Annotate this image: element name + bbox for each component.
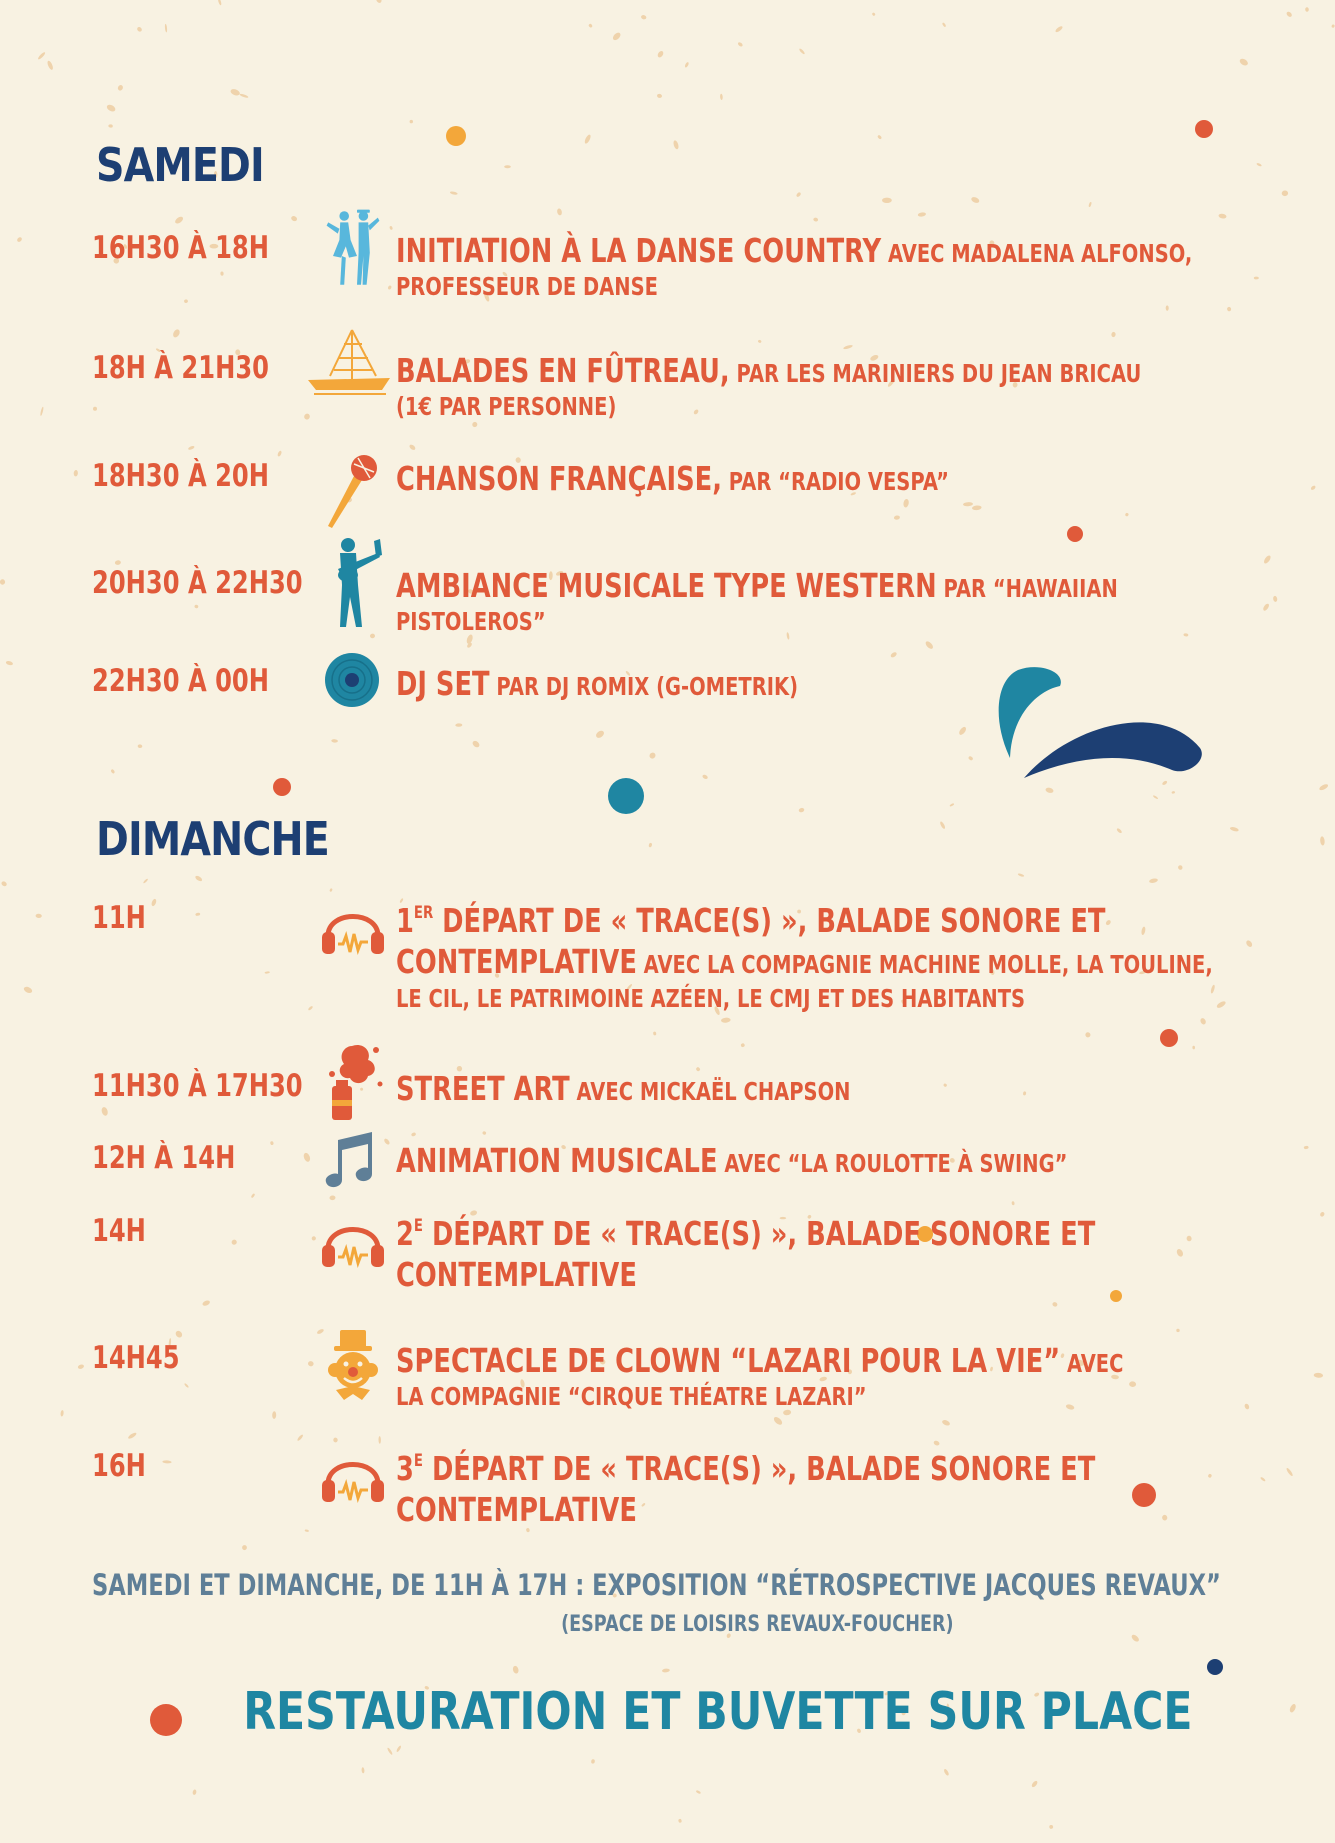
speckle — [101, 1106, 109, 1116]
speckle — [389, 226, 393, 231]
event-detail: PAR LES MARINIERS DU JEAN BRICAU — [729, 359, 1142, 388]
speckle — [1227, 306, 1232, 311]
event-time: 16H — [92, 1448, 146, 1484]
speckle — [972, 505, 982, 511]
event-title: AMBIANCE MUSICALE TYPE WESTERN — [396, 566, 937, 605]
spray-can-icon — [318, 1040, 388, 1124]
speckle — [46, 60, 54, 71]
speckle — [5, 660, 13, 666]
speckle — [796, 192, 802, 198]
speckle — [939, 821, 946, 830]
speckle — [110, 769, 115, 774]
speckle — [924, 640, 934, 650]
speckle — [933, 1440, 940, 1447]
speckle — [1088, 202, 1092, 208]
speckle — [1084, 1031, 1091, 1038]
speckle — [941, 1419, 950, 1427]
speckle — [329, 888, 333, 892]
speckle — [482, 1131, 487, 1136]
speckle — [1282, 190, 1289, 196]
deco-dot-gold — [446, 126, 466, 146]
speckle — [1263, 554, 1272, 564]
event-ordinal-suffix: E — [413, 1451, 423, 1471]
speckle — [1153, 795, 1159, 800]
speckle — [1055, 25, 1064, 33]
event-time: 20H30 À 22H30 — [92, 565, 303, 601]
country-dancers-icon — [318, 208, 388, 288]
event-detail: AVEC “LA ROULOTTE À SWING” — [717, 1149, 1068, 1178]
speckle — [331, 739, 338, 743]
guitarist-icon — [318, 535, 388, 631]
deco-dot-red — [1160, 1029, 1178, 1047]
event-text — [396, 565, 1270, 638]
event-ordinal: 2 — [396, 1214, 414, 1253]
speckle — [35, 914, 41, 919]
speckle — [272, 1411, 276, 1419]
event-title: INITIATION À LA DANSE COUNTRY — [396, 231, 882, 270]
event-time: 22H30 À 00H — [92, 663, 269, 699]
headphones-icon — [318, 1444, 388, 1508]
speckle — [512, 1665, 519, 1674]
speckle — [648, 751, 656, 759]
event-title: DÉPART DE « TRACE(S) », BALADE SONORE ET — [422, 1214, 1096, 1253]
speckle — [117, 84, 124, 91]
event-time: 18H30 À 20H — [92, 458, 269, 494]
speckle — [1256, 162, 1262, 166]
speckle — [270, 1141, 274, 1145]
speckle — [194, 875, 203, 882]
speckle — [673, 140, 680, 150]
speckle — [657, 93, 663, 98]
speckle — [77, 1364, 84, 1370]
speckle — [702, 774, 709, 780]
speckle — [471, 740, 480, 749]
speckle — [813, 217, 819, 222]
speckle — [151, 898, 157, 907]
speckle — [1314, 1373, 1324, 1378]
speckle — [217, 0, 222, 6]
speckle — [239, 93, 249, 98]
food-banner-text: RESTAURATION ET BUVETTE SUR PLACE — [242, 1682, 1193, 1742]
speckle — [108, 124, 113, 128]
speckle — [73, 470, 78, 477]
speckle — [1286, 1467, 1294, 1477]
speckle — [657, 50, 665, 58]
event-text — [396, 1068, 1270, 1109]
deco-dot-red — [1195, 120, 1213, 138]
event-detail-line2: (1€ PAR PERSONNE) — [396, 392, 617, 422]
speckle — [798, 807, 805, 813]
speckle — [1319, 1211, 1325, 1217]
event-text — [396, 1140, 1270, 1181]
speckle — [721, 1017, 731, 1023]
event-ordinal-suffix: E — [413, 1216, 423, 1236]
speckle — [308, 1005, 314, 1011]
speckle — [653, 1031, 657, 1035]
event-text — [396, 663, 1270, 704]
speckle — [1199, 1017, 1206, 1025]
speckle — [877, 134, 882, 139]
speckle — [455, 723, 462, 727]
speckle — [949, 803, 954, 807]
speckle — [1111, 332, 1116, 338]
speckle — [1149, 878, 1158, 884]
speckle — [758, 339, 762, 343]
event-detail: PAR “RADIO VESPA” — [721, 467, 949, 496]
speckle — [1177, 865, 1183, 871]
event-title: DÉPART DE « TRACE(S) », BALADE SONORE ET — [422, 1449, 1096, 1488]
speckle — [1045, 787, 1054, 794]
event-text — [396, 1340, 1270, 1413]
speckle — [595, 729, 606, 739]
speckle — [1331, 24, 1335, 28]
speckle — [1239, 57, 1250, 67]
speckle — [1320, 836, 1325, 846]
event-ordinal-suffix: ER — [413, 903, 434, 923]
event-title: STREET ART — [396, 1069, 570, 1108]
speckle — [1218, 213, 1227, 219]
event-ordinal: 3 — [396, 1449, 414, 1488]
speckle — [1304, 1146, 1309, 1150]
event-text — [396, 1448, 1270, 1531]
speckle — [970, 196, 980, 204]
speckle — [411, 1132, 417, 1137]
speckle — [1166, 305, 1169, 310]
event-text — [396, 1213, 1270, 1296]
speckle — [184, 1383, 189, 1388]
speckle — [290, 215, 298, 222]
event-text — [396, 458, 1270, 499]
speckle — [303, 413, 310, 420]
speckle — [410, 120, 413, 123]
speckle — [37, 51, 46, 60]
speckle — [172, 328, 181, 338]
event-title: CHANSON FRANÇAISE, — [396, 459, 722, 498]
speckle — [60, 1410, 64, 1417]
deco-wave-navy — [1024, 722, 1202, 778]
speckle — [202, 1299, 211, 1306]
event-time: 12H À 14H — [92, 1140, 236, 1176]
day-title-dimanche: DIMANCHE — [96, 812, 329, 866]
event-text — [396, 350, 1270, 423]
speckle — [772, 1416, 783, 1427]
speckle — [450, 191, 458, 195]
speckle — [648, 843, 652, 848]
speckle — [329, 1195, 335, 1200]
speckle — [162, 1460, 171, 1464]
speckle — [903, 499, 910, 508]
day-title-samedi: SAMEDI — [96, 138, 264, 192]
speckle — [942, 22, 947, 27]
speckle — [195, 912, 200, 916]
speckle — [40, 406, 44, 416]
event-ordinal: 1 — [396, 901, 414, 940]
event-detail: AVEC LA COMPAGNIE MACHINE MOLLE, LA TOULINE, — [636, 950, 1213, 980]
speckle — [1229, 826, 1239, 832]
speckle — [882, 198, 892, 203]
event-detail-line2: LE CIL, LE PATRIMOINE AZÉEN, LE CMJ ET DES HABITANTS — [396, 983, 1026, 1013]
speckle — [378, 1436, 381, 1444]
speckle — [1116, 828, 1122, 834]
speckle — [264, 971, 269, 974]
speckle — [136, 26, 143, 33]
event-time: 11H30 À 17H30 — [92, 1068, 303, 1104]
speckle — [662, 1668, 670, 1673]
event-time: 11H — [92, 900, 146, 936]
speckle — [242, 1545, 247, 1550]
deco-dot-teal — [608, 778, 644, 814]
speckle — [220, 271, 223, 275]
event-title: DÉPART DE « TRACE(S) », BALADE SONORE ET — [433, 901, 1106, 940]
exposition-place — [0, 1612, 1335, 1637]
event-time: 18H À 21H30 — [92, 350, 269, 386]
event-detail: PAR DJ ROMIX (G-OMETRIK) — [489, 672, 798, 701]
speckle — [963, 502, 973, 507]
speckle — [890, 651, 898, 658]
speckle — [174, 215, 184, 224]
speckle — [684, 62, 689, 68]
speckle — [696, 1790, 702, 1794]
speckle — [799, 48, 806, 55]
speckle — [1171, 791, 1175, 794]
speckle — [584, 134, 592, 145]
speckle — [1162, 780, 1168, 786]
speckle — [194, 604, 199, 608]
speckle — [943, 1768, 950, 1776]
food-banner — [0, 1682, 1335, 1742]
speckle — [361, 1767, 364, 1773]
headphones-icon — [318, 1209, 388, 1273]
deco-dot-red — [273, 778, 291, 796]
speckle — [138, 744, 143, 748]
event-detail: AVEC — [1060, 1349, 1124, 1378]
speckle — [1049, 1825, 1053, 1829]
speckle — [143, 878, 149, 884]
speckle — [678, 1819, 682, 1823]
speckle — [1273, 596, 1278, 603]
speckle — [1, 880, 8, 887]
speckle — [720, 94, 723, 100]
speckle — [231, 1239, 238, 1246]
speckle — [297, 1434, 304, 1442]
speckle — [93, 407, 97, 411]
speckle — [230, 88, 241, 97]
event-title-line2: CONTEMPLATIVE — [396, 1255, 637, 1295]
vinyl-record-icon — [318, 649, 388, 711]
event-text — [396, 230, 1270, 303]
exposition-place-text: (ESPACE DE LOISIRS REVAUX-FOUCHER) — [561, 1612, 954, 1637]
speckle — [958, 726, 968, 736]
sailboat-icon — [304, 324, 394, 404]
speckle — [591, 1759, 595, 1764]
speckle — [251, 1193, 256, 1198]
speckle — [1176, 1329, 1180, 1333]
speckle — [302, 1152, 311, 1163]
speckle — [127, 1432, 137, 1440]
headphones-icon — [318, 896, 388, 960]
event-time: 14H45 — [92, 1340, 180, 1376]
speckle — [737, 41, 743, 47]
deco-dot-red — [1067, 526, 1083, 542]
event-detail: AVEC MADALENA ALFONSO, — [881, 239, 1193, 268]
speckle — [1192, 1046, 1195, 1050]
event-title: ANIMATION MUSICALE — [396, 1141, 718, 1180]
speckle — [1286, 11, 1293, 18]
speckle — [894, 515, 901, 520]
speckle — [192, 1789, 197, 1795]
speckle — [968, 756, 974, 761]
speckle — [387, 1747, 393, 1755]
event-detail: AVEC MICKAËL CHAPSON — [569, 1077, 851, 1106]
deco-dot-navy — [1207, 1659, 1223, 1675]
speckle — [612, 31, 622, 41]
event-title-line2: CONTEMPLATIVE — [396, 1490, 637, 1530]
speckle — [1305, 7, 1309, 12]
speckle — [188, 445, 195, 450]
microphone-icon — [318, 450, 388, 530]
speckle — [387, 285, 392, 290]
speckle — [16, 236, 23, 242]
speckle — [872, 12, 876, 16]
event-detail: PAR “HAWAIIAN PISTOLEROS” — [396, 574, 1118, 637]
speckle — [409, 444, 417, 451]
event-title: SPECTACLE DE CLOWN “LAZARI POUR LA VIE” — [396, 1341, 1061, 1380]
speckle — [333, 1437, 338, 1443]
speckle — [174, 1330, 183, 1339]
speckle — [277, 450, 282, 457]
event-title-line2: CONTEMPLATIVE — [396, 942, 637, 982]
event-time: 16H30 À 18H — [92, 230, 269, 266]
speckle — [165, 24, 168, 33]
speckle — [370, 634, 375, 639]
speckle — [23, 986, 33, 995]
exposition-notice: SAMEDI ET DIMANCHE, DE 11H À 17H : EXPOSITION “RÉTROSPECTIVE JACQUES REVAUX” — [92, 1568, 1221, 1602]
speckle — [184, 299, 189, 304]
event-text — [396, 900, 1270, 1014]
clown-icon — [318, 1328, 388, 1404]
speckle — [307, 1360, 314, 1367]
event-title: BALADES EN FÛTREAU, — [396, 351, 730, 390]
speckle — [641, 14, 647, 20]
speckle — [504, 165, 511, 168]
event-time: 14H — [92, 1213, 146, 1249]
speckle — [1017, 873, 1024, 877]
speckle — [918, 212, 927, 217]
speckle — [106, 103, 117, 112]
speckle — [396, 1745, 402, 1752]
speckle — [312, 1236, 316, 1240]
speckle — [304, 1529, 309, 1532]
speckle — [588, 23, 593, 28]
speckle — [1125, 512, 1129, 516]
music-note-icon — [318, 1130, 388, 1190]
speckle — [1052, 1301, 1058, 1307]
event-title: DJ SET — [396, 664, 490, 703]
speckle — [1310, 485, 1316, 491]
speckle — [1011, 1201, 1014, 1205]
event-detail-line2: PROFESSEUR DE DANSE — [396, 272, 658, 302]
speckle — [740, 1043, 745, 1048]
speckle — [1031, 1780, 1039, 1788]
event-detail-line2: LA COMPAGNIE “CIRQUE THÉATRE LAZARI” — [396, 1382, 867, 1412]
speckle — [0, 579, 5, 585]
speckle — [556, 208, 562, 216]
speckle — [375, 0, 382, 4]
speckle — [1318, 783, 1329, 791]
